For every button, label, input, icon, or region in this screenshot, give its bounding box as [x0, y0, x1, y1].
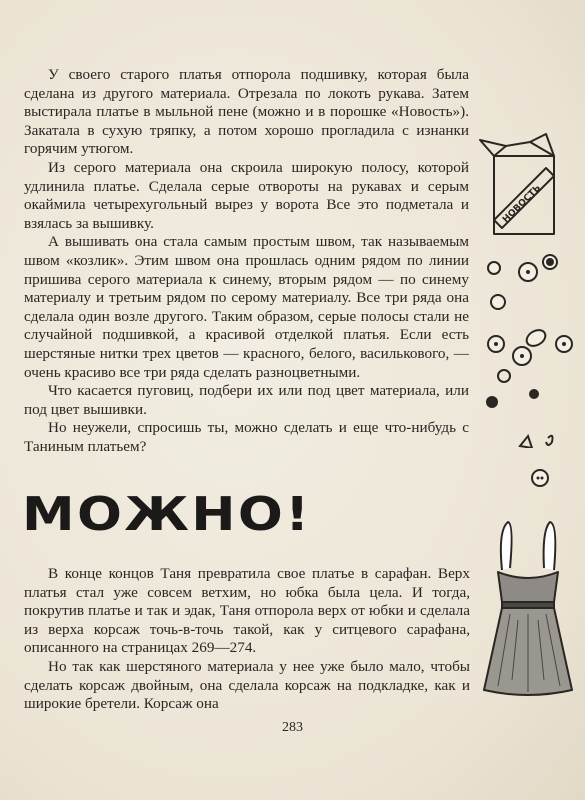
paragraph: Но так как шерстяного материала у нее уже было мало, чтобы сделать корсаж двойным, она сделала корсаж на подкладке, как и широкие бретели. Корсаж она: [24, 657, 470, 713]
section-heading: МОЖНО!: [22, 487, 312, 541]
body-text-bottom: [24, 565, 470, 714]
buttons-lower-illustration: [520, 458, 580, 508]
paragraph: В конце концов Таня превратила свое платье в сарафан. Верх платья стал уже совсем ветхим, но юбка была цела. И тогда, покрутив платье и так и эдак, Таня отпорола верх от юбки и сделала из верха корсаж точь-в-точь такой, как у ситцевого сарафана, описанного на страницах 269—274.: [24, 565, 470, 657]
sarafan-dress-illustration: [468, 510, 578, 700]
body-text-top: [24, 66, 469, 456]
paragraph: Что касается пуговиц, подбери их или под цвет материала, или под цвет вышивки.: [24, 382, 469, 418]
box-label: НОВОСТЬ: [501, 183, 543, 226]
buttons-illustration: [478, 248, 578, 448]
paragraph: У своего старого платья отпорола подшивку, которая была сделана из другого материала. Отрезала по локоть рукава. Затем выстирала платье в мыльной пене (можно и в порошке «Новость»). Закатала в сухую тряпку, а потом хорошо прогладила с изнанки горячим утюгом.: [24, 66, 469, 158]
detergent-box-illustration: [476, 128, 576, 238]
page-number: 283: [282, 720, 303, 735]
paragraph: Из серого материала она скроила широкую полосу, которой удлинила платье. Сделала серые отвороты на рукавах и серым окаймила четырехугольный вырез у ворота Все это подметала и взялась за вышивку.: [24, 158, 469, 232]
paragraph: Но неужели, спросишь ты, можно сделать и еще что-нибудь с Таниным платьем?: [24, 419, 469, 455]
paragraph: А вышивать она стала самым простым швом, так называемым швом «козлик». Этим швом она прошлась одним рядом по линии пришива серого материала к синему, вторым рядом — по синему материалу и третьим рядом по серому материалу. Все три ряда она сделала один возле другого. Таким образом, серые полосы стали не случайной подшивкой, а красивой отделкой платья. Если есть шерстяные нитки трех цветов — красного, белого, василькового, — очень красиво все три ряда сделать разноцветными.: [24, 233, 469, 381]
